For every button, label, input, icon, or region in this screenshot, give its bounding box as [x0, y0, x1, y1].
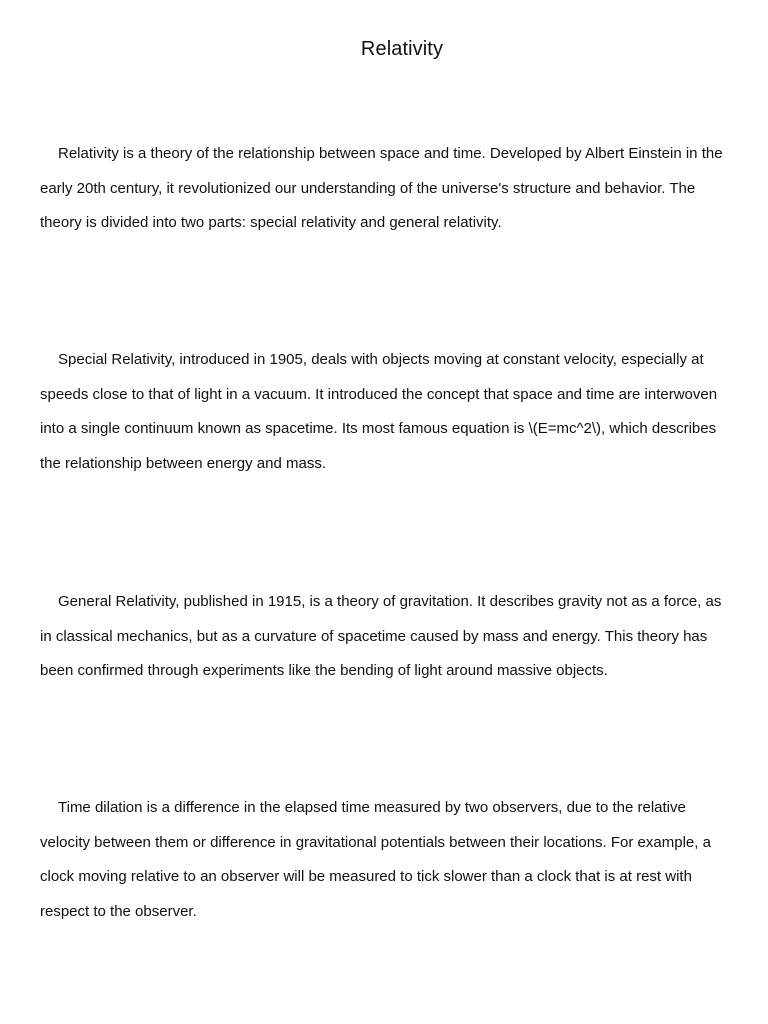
paragraph-time-dilation: Time dilation is a difference in the elapsed time measured by two observers, due to the relative velocity between them or difference in gravitational potentials between their locations. For example, a clock moving relative to an observer will be measured to tick slower than a clock that is at rest with respect to the observer.	[40, 799, 711, 920]
paragraph-introduction: Relativity is a theory of the relationship between space and time. Developed by Albert Einstein in the early 20th century, it revolutionized our understanding of the universe's structure and behavior. The theory is divided into two parts: special relativity and general relativity.	[40, 145, 723, 232]
page-title: Relativity	[360, 38, 444, 60]
paragraph-special-relativity: Special Relativity, introduced in 1905, deals with objects moving at constant velocity, especially at speeds close to that of light in a vacuum. It introduced the concept that space and time are interwoven into a single continuum known as spacetime. Its most famous equation is \(E=mc^2\), which describes the relationship between energy and mass.	[40, 351, 718, 472]
paragraph-general-relativity: General Relativity, published in 1915, is a theory of gravitation. It describes gravity not as a force, as in classical mechanics, but as a curvature of spacetime caused by mass and energy. This theory has been confirmed through experiments like the bending of light around massive objects.	[40, 593, 722, 680]
